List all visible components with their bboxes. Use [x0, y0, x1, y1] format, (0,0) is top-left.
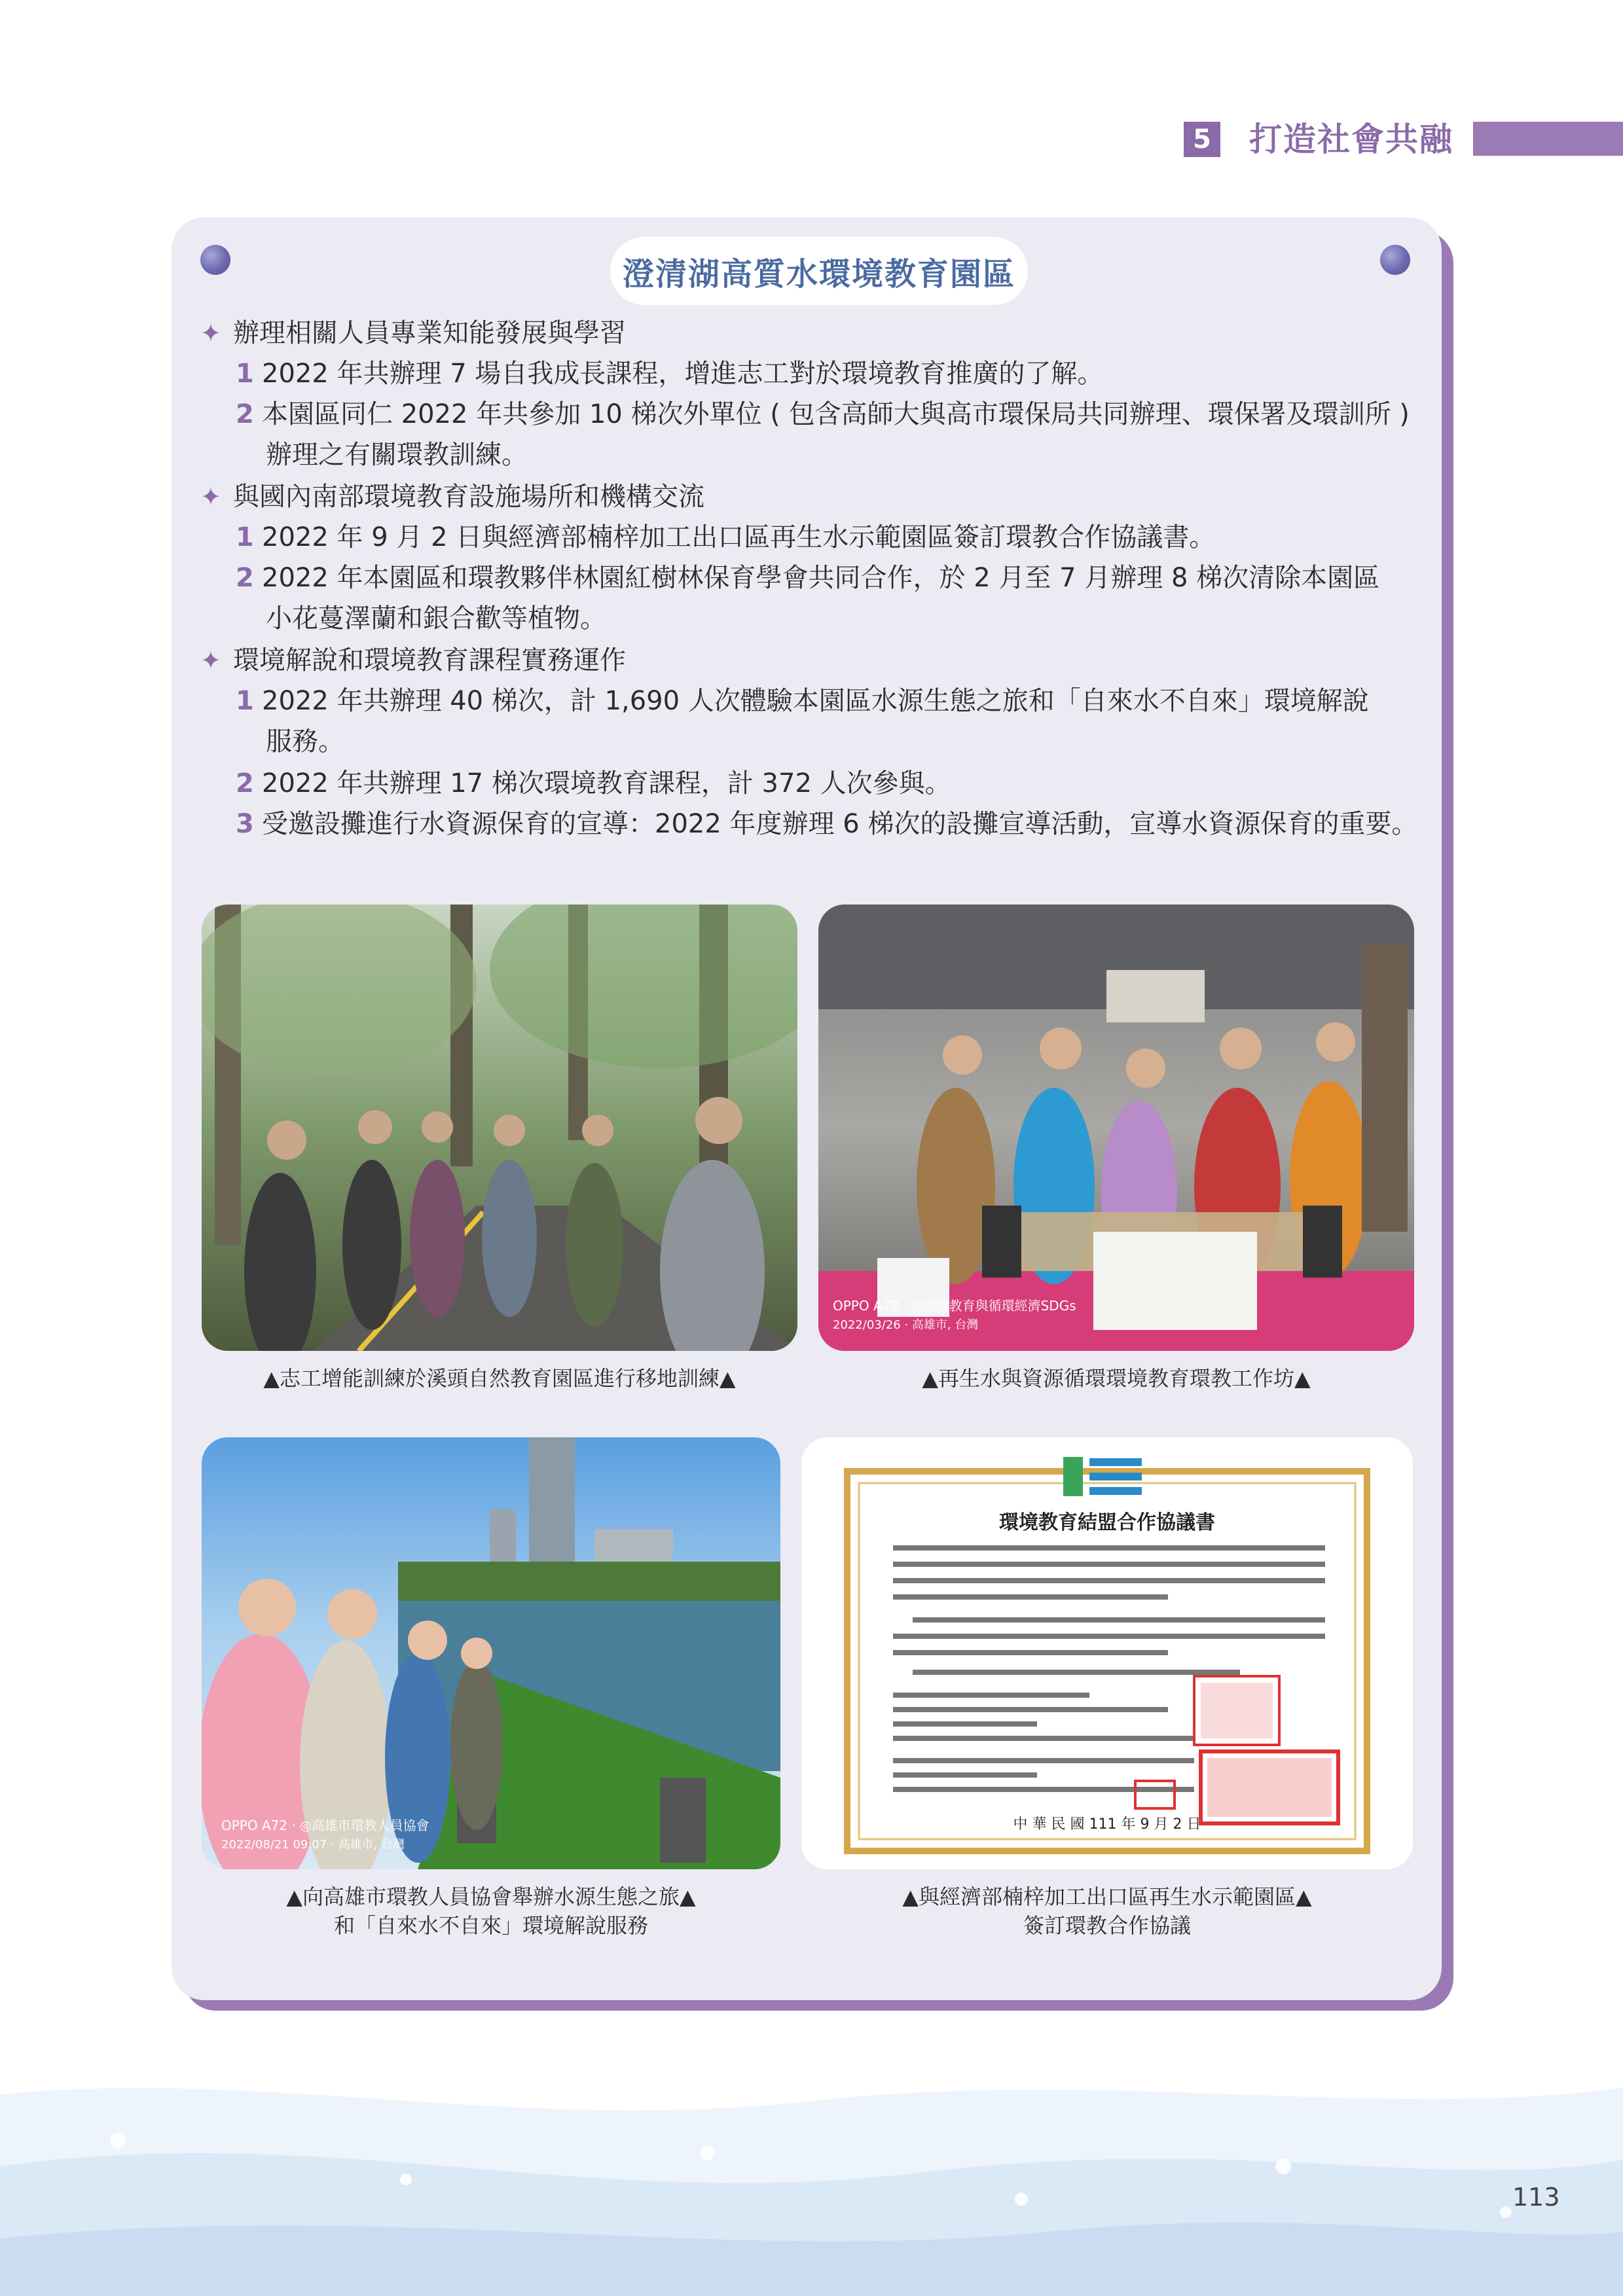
item-number: 2	[236, 399, 254, 429]
photo-caption: ▲志工增能訓練於溪頭自然教育園區進行移地訓練▲	[263, 1366, 736, 1391]
item-text: 2022 年共辦理 17 梯次環境教育課程，計 372 人次參與。	[262, 768, 951, 798]
item-text-cont: 服務。	[266, 726, 344, 757]
photo-caption-line2: 簽訂環教合作協議	[1023, 1913, 1191, 1938]
document-date: 中 華 民 國 111 年 9 月 2 日	[1013, 1816, 1201, 1833]
item-number: 1	[236, 686, 254, 716]
item-number: 2	[236, 768, 254, 798]
item-text: 受邀設攤進行水資源保育的宣導：2022 年度辦理 6 梯次的設攤宣導活動，宣導水資源保育的重要。	[262, 809, 1418, 839]
item-text: 2022 年 9 月 2 日與經濟部楠梓加工出口區再生水示範園區簽訂環教合作協議書。	[262, 522, 1216, 552]
item-text: 2022 年共辦理 7 場自我成長課程，增進志工對於環境教育推廣的了解。	[262, 359, 1104, 389]
page-number: 113	[1512, 2183, 1560, 2212]
section-heading: 環境解說和環境教育課程實務運作	[233, 645, 626, 675]
item-number: 1	[236, 522, 254, 552]
photo-workshop	[818, 905, 1414, 1351]
photo-overlay-text: 2022/03/26 · 高雄市, 台灣	[833, 1318, 979, 1332]
item-number: 1	[236, 359, 254, 389]
document-title: 環境教育結盟合作協議書	[999, 1511, 1215, 1534]
item-text: 本園區同仁 2022 年共參加 10 梯次外單位 ( 包含高師大與高市環保局共同辦理、環保署及環訓所 )	[262, 399, 1410, 429]
item-number: 3	[236, 809, 254, 839]
wave-decoration	[0, 2042, 1623, 2296]
section-heading: 辦理相關人員專業知能發展與學習	[233, 318, 626, 348]
item-number: 2	[236, 563, 254, 593]
photo-caption-line2: 和「自來水不自來」環境解說服務	[333, 1913, 648, 1938]
item-text-cont: 小花蔓澤蘭和銀合歡等植物。	[266, 603, 606, 634]
photo-agreement-document	[801, 1437, 1413, 1869]
chapter-title: 打造社會共融	[1249, 120, 1453, 158]
photo-caption: ▲再生水與資源循環環境教育環教工作坊▲	[922, 1366, 1311, 1391]
photo-lake-tour	[202, 1437, 780, 1869]
photo-caption-line1: ▲與經濟部楠梓加工出口區再生水示範園區▲	[902, 1884, 1312, 1909]
section-heading: 與國內南部環境教育設施場所和機構交流	[233, 482, 704, 512]
sparkle-bullet-icon: ✦	[200, 482, 221, 511]
decorative-dot-left	[200, 245, 230, 275]
card-title: 澄清湖高質水環境教育園區	[610, 237, 1028, 305]
photo-overlay-text: 2022/08/21 09:07 · 高雄市, 台灣	[221, 1838, 405, 1852]
photo-caption-line1: ▲向高雄市環教人員協會舉辦水源生態之旅▲	[286, 1884, 696, 1909]
sparkle-bullet-icon: ✦	[200, 319, 221, 348]
item-text-cont: 辦理之有關環教訓練。	[266, 440, 528, 470]
photo-overlay-text: OPPO A72 · ◎高雄市環教人員協會	[221, 1818, 429, 1833]
decorative-dot-right	[1380, 245, 1410, 275]
photo-overlay-text: OPPO A72 · ◎環境教育與循環經濟SDGs	[833, 1298, 1076, 1314]
chapter-number-badge: 5	[1184, 122, 1220, 157]
chapter-accent-bar	[1473, 122, 1623, 156]
item-text: 2022 年共辦理 40 梯次，計 1,690 人次體驗本園區水源生態之旅和「自來水不自來」環境解說	[262, 686, 1369, 716]
item-text: 2022 年本園區和環教夥伴林園紅樹林保育學會共同合作，於 2 月至 7 月辦理 8 梯次清除本園區	[262, 563, 1380, 593]
photo-forest-training	[202, 905, 797, 1351]
sparkle-bullet-icon: ✦	[200, 646, 221, 675]
